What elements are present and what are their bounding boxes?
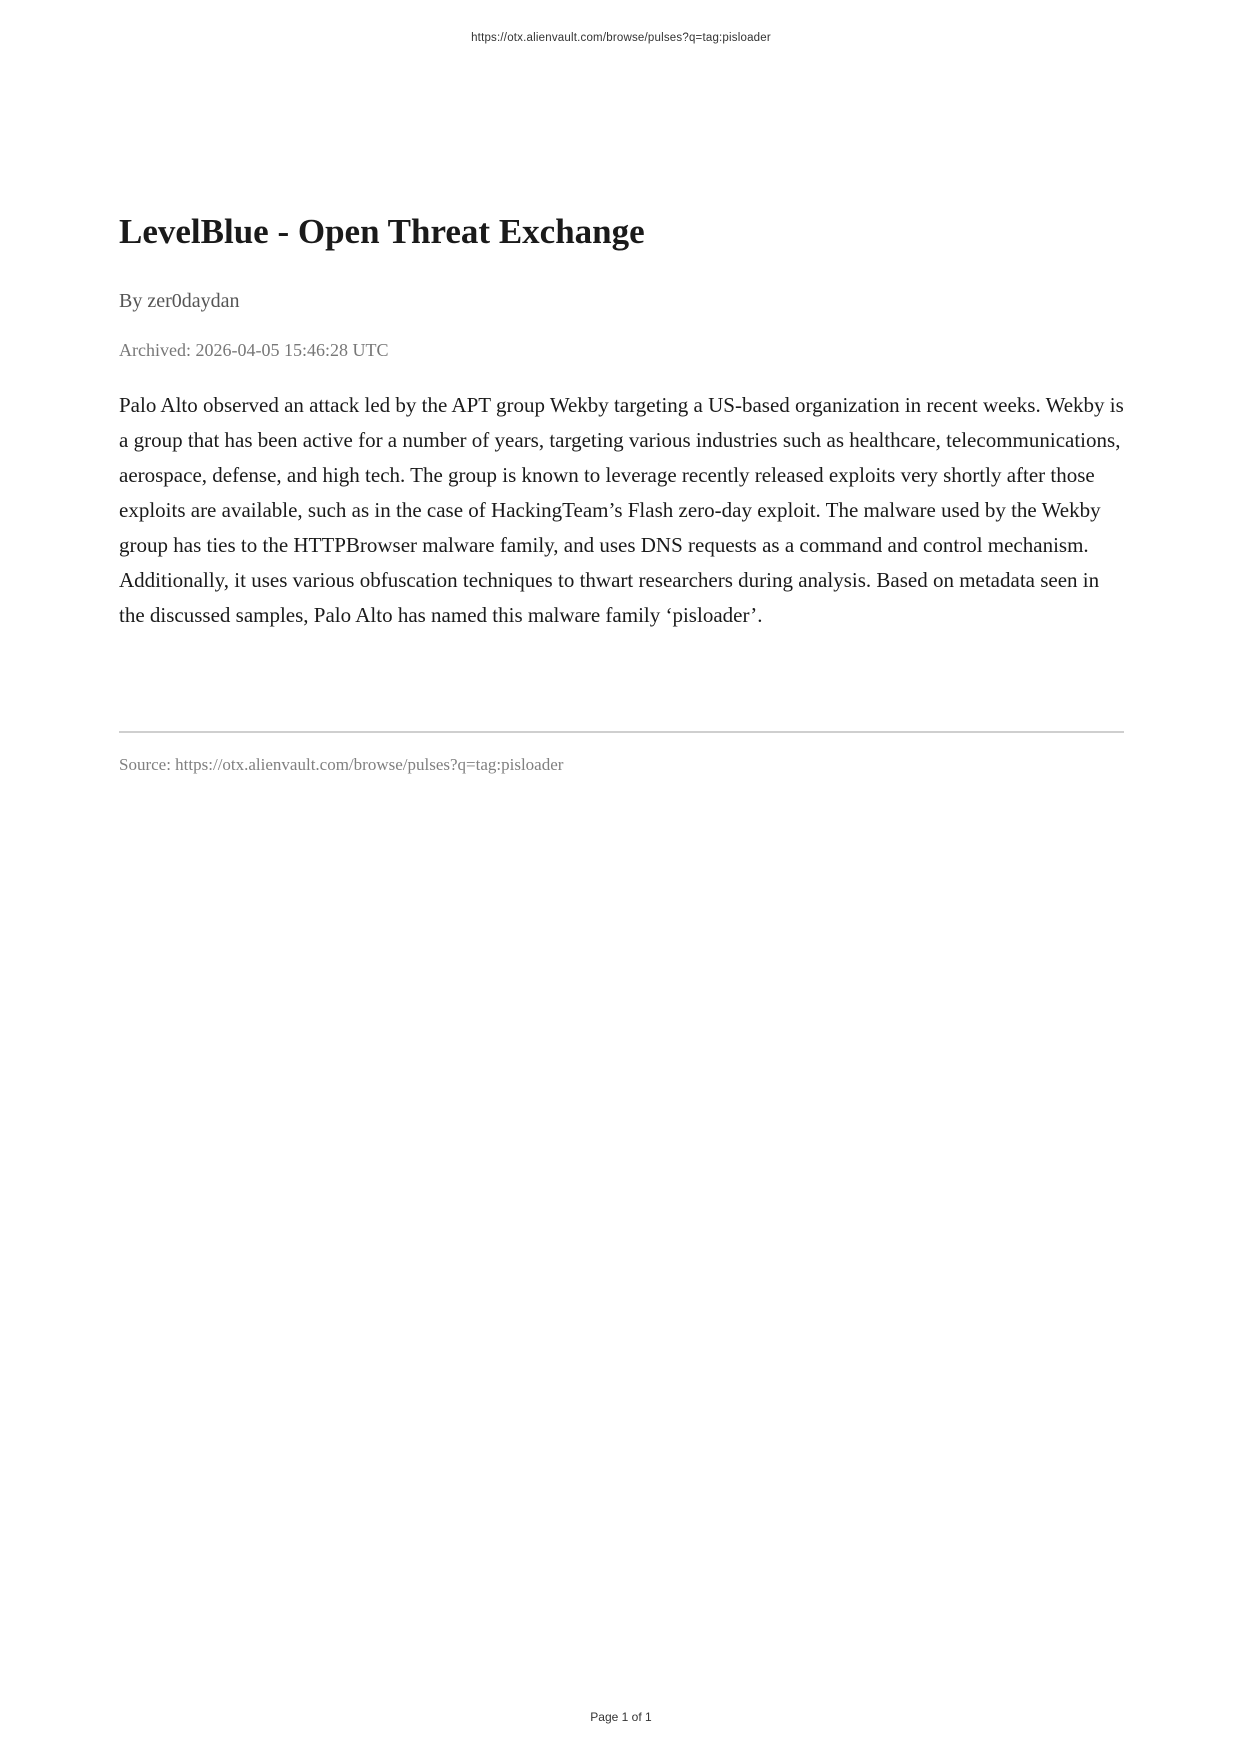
archived-timestamp: Archived: 2026-04-05 15:46:28 UTC xyxy=(119,340,389,360)
divider xyxy=(119,731,1124,733)
author-byline: By zer0daydan xyxy=(119,290,240,312)
page-header-url: https://otx.alienvault.com/browse/pulses?q=tag:pisloader xyxy=(471,32,771,44)
source-link: Source: https://otx.alienvault.com/browse/pulses?q=tag:pisloader xyxy=(119,755,564,774)
article-body: Palo Alto observed an attack led by the APT group Wekby targeting a US-based organization in recent weeks. Wekby is a group that has been active for a number of years, targeting various industries such as healthcare, telecommunications, aerospace, defense, and high tech. The group is known to leverage recently released exploits very shortly after those exploits are available, such as in the case of HackingTeam’s Flash zero-day exploit. The malware used by the Wekby group has ties to the HTTPBrowser malware family, and uses DNS requests as a command and control mechanism. Additionally, it uses various obfuscation techniques to thwart researchers during analysis. Based on metadata seen in the discussed samples, Palo Alto has named this malware family ‘pisloader’. xyxy=(119,393,1124,627)
page-title: LevelBlue - Open Threat Exchange xyxy=(119,212,645,251)
page-number: Page 1 of 1 xyxy=(590,1710,652,1724)
